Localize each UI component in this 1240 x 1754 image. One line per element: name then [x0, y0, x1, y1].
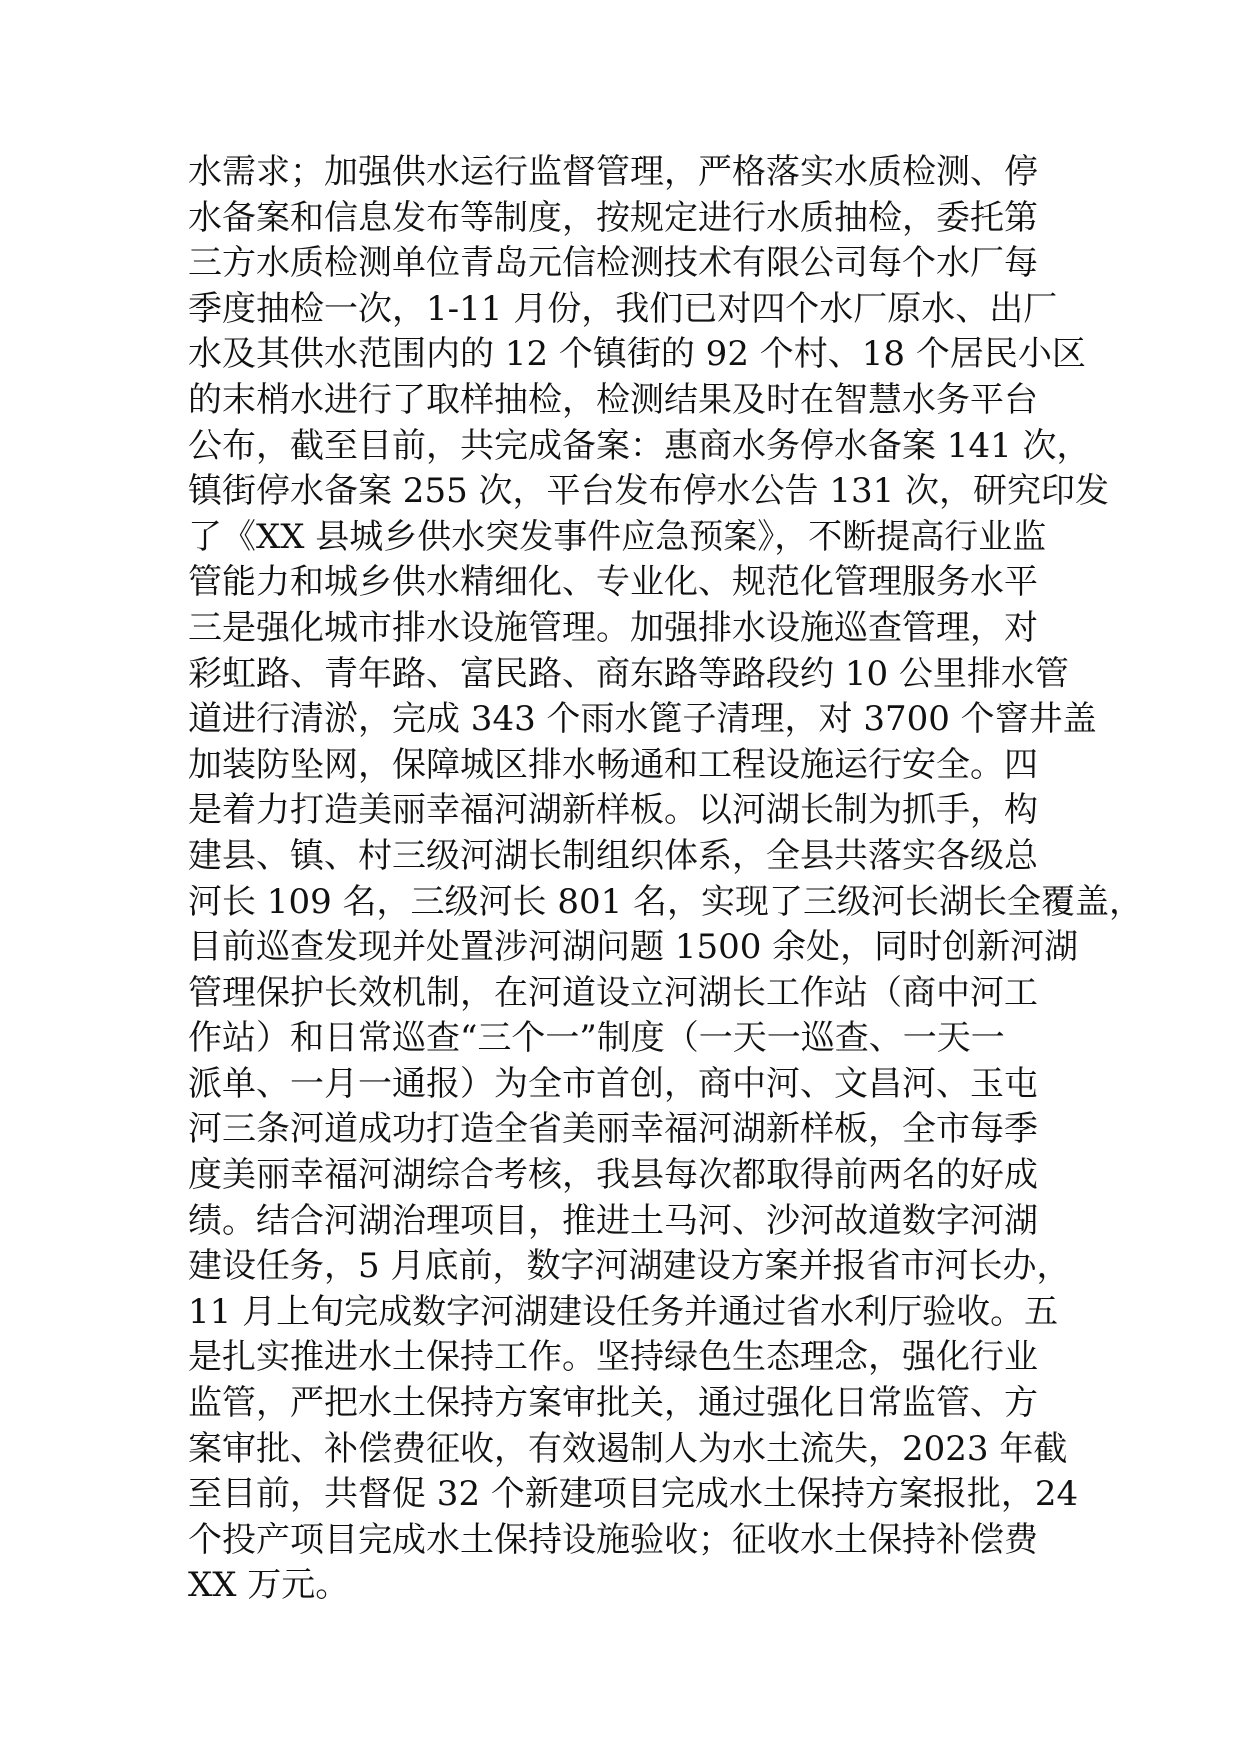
text-line: 三方水质检测单位青岛元信检测技术有限公司每个水厂每 [188, 243, 1038, 284]
text-line: 管理保护长效机制，在河道设立河湖长工作站（商中河工 [188, 972, 1038, 1013]
text-line: 是扎实推进水土保持工作。坚持绿色生态理念，强化行业 [188, 1337, 1038, 1378]
body-text [188, 150, 1144, 1609]
text-line: 三是强化城市排水设施管理。加强排水设施巡查管理，对 [188, 607, 1038, 648]
text-line: 绩。结合河湖治理项目，推进土马河、沙河故道数字河湖 [188, 1200, 1038, 1241]
text-line: 11 月上旬完成数字河湖建设任务并通过省水利厅验收。五 [188, 1291, 1059, 1332]
text-line: 河长 109 名，三级河长 801 名，实现了三级河长湖长全覆盖， [188, 881, 1144, 922]
text-line: 河三条河道成功打造全省美丽幸福河湖新样板，全市每季 [188, 1109, 1038, 1150]
text-line: 公布，截至目前，共完成备案：惠商水务停水备案 141 次， [188, 425, 1091, 466]
text-line: XX 万元。 [188, 1565, 350, 1606]
text-line: 加装防坠网，保障城区排水畅通和工程设施运行安全。四 [188, 744, 1038, 785]
text-line: 个投产项目完成水土保持设施验收；征收水土保持补偿费 [188, 1519, 1038, 1560]
text-line: 建县、镇、村三级河湖长制组织体系，全县共落实各级总 [188, 835, 1038, 876]
text-line: 彩虹路、青年路、富民路、商东路等路段约 10 公里排水管 [188, 653, 1069, 694]
text-line: 季度抽检一次，1-11 月份，我们已对四个水厂原水、出厂 [188, 288, 1058, 329]
text-line: 度美丽幸福河湖综合考核，我县每次都取得前两名的好成 [188, 1155, 1038, 1196]
text-line: 的末梢水进行了取样抽检，检测结果及时在智慧水务平台 [188, 379, 1038, 420]
text-line: 道进行清淤，完成 343 个雨水篦子清理，对 3700 个窨井盖 [188, 699, 1097, 740]
text-line: 管能力和城乡供水精细化、专业化、规范化管理服务水平 [188, 562, 1038, 603]
text-line: 镇街停水备案 255 次，平台发布停水公告 131 次，研究印发 [188, 471, 1110, 512]
text-line: 水备案和信息发布等制度，按规定进行水质抽检，委托第 [188, 197, 1038, 238]
text-line: 案审批、补偿费征收，有效遏制人为水土流失，2023 年截 [188, 1428, 1068, 1469]
text-line: 目前巡查发现并处置涉河湖问题 1500 余处，同时创新河湖 [188, 927, 1079, 968]
text-line: 了《XX 县城乡供水突发事件应急预案》，不断提高行业监 [188, 516, 1047, 557]
text-line: 派单、一月一通报）为全市首创，商中河、文昌河、玉屯 [188, 1063, 1038, 1104]
text-line: 至目前，共督促 32 个新建项目完成水土保持方案报批，24 [188, 1474, 1079, 1515]
text-line: 水及其供水范围内的 12 个镇街的 92 个村、18 个居民小区 [188, 334, 1086, 375]
text-line: 水需求；加强供水运行监督管理，严格落实水质检测、停 [188, 152, 1038, 192]
text-line: 监管，严把水土保持方案审批关，通过强化日常监管、方 [188, 1383, 1038, 1424]
text-line: 是着力打造美丽幸福河湖新样板。以河湖长制为抓手，构 [188, 790, 1038, 831]
text-line: 作站）和日常巡查“三个一”制度（一天一巡查、一天一 [188, 1018, 1005, 1059]
text-line: 建设任务，5 月底前，数字河湖建设方案并报省市河长办， [188, 1246, 1071, 1287]
